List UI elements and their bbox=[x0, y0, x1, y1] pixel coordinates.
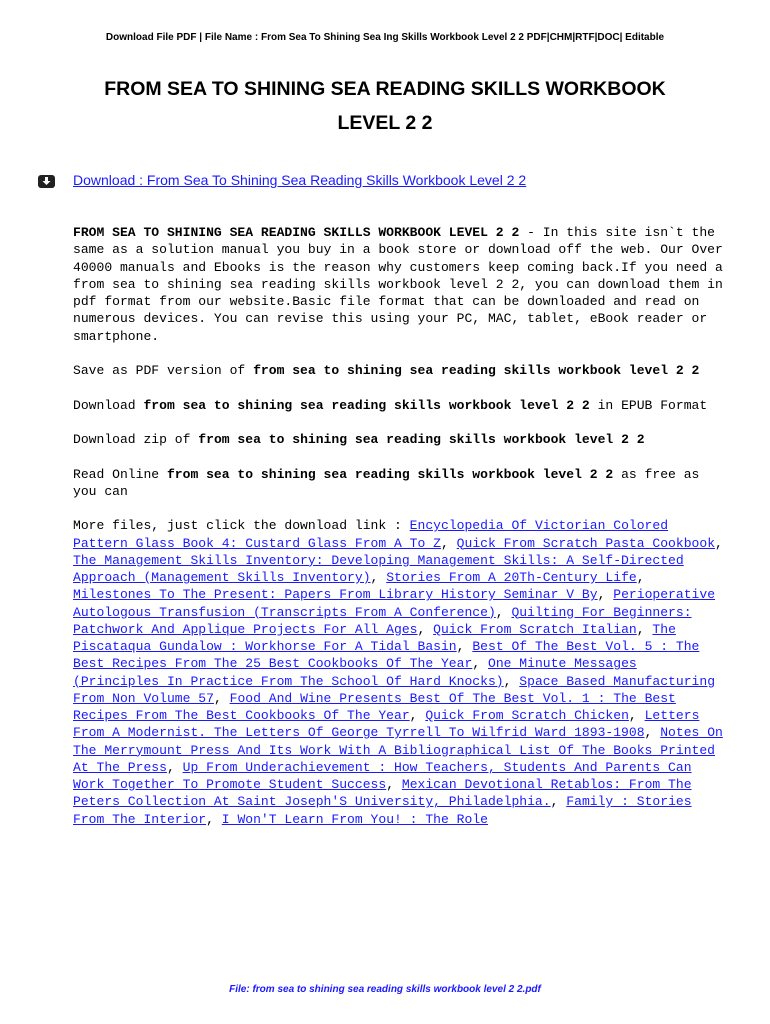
download-link[interactable]: Download : From Sea To Shining Sea Reading Skills Workbook Level 2 2 bbox=[73, 172, 527, 188]
more-files-link[interactable]: Encyclopedia Of Victorian Colored Pattern Glass Book 4: Custard Glass From A To Z bbox=[73, 518, 669, 551]
more-files-prefix: More files, just click the download link : bbox=[73, 518, 410, 534]
download-row bbox=[38, 171, 738, 191]
more-files-link[interactable]: Quilting For Beginners: Patchwork And Applique Projects For All Ages bbox=[73, 604, 692, 637]
read-online-bold: from sea to shining sea reading skills workbook level 2 2 bbox=[166, 466, 614, 482]
more-files-link[interactable]: Stories From A 20Th-Century Life bbox=[386, 570, 637, 585]
download-icon[interactable] bbox=[38, 175, 55, 188]
more-files-link[interactable]: I Won'T Learn From You! : The Role bbox=[221, 811, 488, 827]
document-title bbox=[60, 72, 710, 140]
save-pdf-paragraph bbox=[73, 362, 729, 379]
download-epub-bold: from sea to shining sea reading skills workbook level 2 2 bbox=[143, 397, 590, 413]
more-files-link[interactable]: Letters From A Modernist. The Letters Of George Tyrrell To Wilfrid Ward 1893-1908 bbox=[73, 708, 700, 741]
read-online-paragraph bbox=[73, 466, 729, 501]
download-epub-paragraph bbox=[73, 397, 729, 414]
intro-bold: FROM SEA TO SHINING SEA READING SKILLS WORKBOOK LEVEL 2 2 bbox=[73, 225, 520, 240]
more-files-link[interactable]: Milestones To The Present: Papers From Library History Seminar V By bbox=[73, 587, 598, 603]
more-files-link[interactable]: Quick From Scratch Pasta Cookbook bbox=[456, 535, 716, 551]
download-zip-paragraph bbox=[73, 431, 729, 448]
save-pdf-bold: from sea to shining sea reading skills workbook level 2 2 bbox=[253, 363, 700, 378]
title-line-1: FROM SEA TO SHINING SEA READING SKILLS WORKBOOK bbox=[104, 78, 666, 100]
more-files-link[interactable]: The Piscataqua Gundalow : Workhorse For A Tidal Basin bbox=[73, 621, 676, 654]
more-files-link[interactable]: One Minute Messages (Principles In Practice From The School Of Hard Knocks) bbox=[73, 656, 637, 689]
more-files-link[interactable]: The Management Skills Inventory: Developing Management Skills: A Self-Directed Approach (Management Skills Inventory) bbox=[73, 552, 684, 585]
more-files-link[interactable]: Food And Wine Presents Best Of The Best Vol. 1 : The Best Recipes From The Best Cookbooks Of The Year bbox=[73, 690, 676, 723]
page-footer: File: from sea to shining sea reading skills workbook level 2 2.pdf bbox=[229, 984, 541, 995]
download-zip-bold: from sea to shining sea reading skills workbook level 2 2 bbox=[198, 432, 645, 447]
download-epub-suffix: in EPUB Format bbox=[589, 397, 708, 413]
more-files-paragraph: More files, just click the download link : Encyclopedia Of Victorian Colored Pattern Glass Book 4: Custard Glass From A To Z, Quick From Scratch Pasta Cookbook, The Management Skills Inventory: Developing Management Skills: A Self-Directed Approach (Management Skills Inventory), Stories From A 20Th-Century Life, Milestones To The Present: Papers From Library History Seminar V By, Perioperative Autologous Transfusion (Transcripts From A Conference), Quilting For Beginners: Patchwork And Applique Projects For All Ages, Quick From Scratch Italian, The Piscataqua Gundalow : Workhorse For A Tidal Basin, Best Of The Best Vol. 5 : The Best Recipes From The 25 Best Cookbooks Of The Year, One Minute Messages (Principles In Practice From The School Of Hard Knocks), Space Based Manufacturing From Non Volume 57, Food And Wine Presents Best Of The Best Vol. 1 : The Best Recipes From The Best Cookbooks Of The Year, Quick From Scratch Chicken, Letters From A Modernist. The Letters Of George Tyrrell To Wilfrid Ward 1893-1908, Notes On The Merrymount Press And Its Work With A Bibliographical List Of The Books Printed At The Press, Up From Underachievement : How Teachers, Students And Parents Can Work Together To Promote Student Success, Mexican Devotional Retablos: From The Peters Collection At Saint Joseph'S University, Philadelphia., Family : Stories From The Interior, I Won'T Learn From You! : The Role bbox=[73, 518, 723, 827]
page-header: Download File PDF | File Name : From Sea To Shining Sea Ing Skills Workbook Level 2 2 PDF|CHM|RTF|DOC| Editable bbox=[105, 32, 665, 43]
title-line-2: LEVEL 2 2 bbox=[337, 112, 433, 134]
more-files-link[interactable]: Mexican Devotional Retablos: From The Peters Collection At Saint Joseph'S University, Philadelphia. bbox=[73, 777, 692, 810]
download-epub-prefix: Download bbox=[73, 397, 144, 413]
more-files-link[interactable]: Space Based Manufacturing From Non Volume 57 bbox=[73, 673, 716, 706]
more-files-link[interactable]: Quick From Scratch Chicken bbox=[425, 708, 629, 723]
save-pdf-prefix: Save as PDF version of bbox=[73, 363, 254, 378]
download-zip-prefix: Download zip of bbox=[73, 432, 199, 447]
document-body bbox=[73, 224, 729, 845]
more-files-link[interactable]: Perioperative Autologous Transfusion (Transcripts From A Conference) bbox=[73, 587, 716, 620]
more-files-link[interactable]: Quick From Scratch Italian bbox=[433, 621, 637, 637]
intro-text: - In this site isn`t the same as a solution manual you buy in a book store or download off the web. Our Over 40000 manuals and Ebooks is the reason why customers keep coming back.If you need a from sea to shining sea reading skills workbook level 2 2, you can download them in pdf format from our website.Basic file format that can be downloaded and read on numerous devices. You can revise this using your PC, MAC, tablet, eBook reader or smartphone. bbox=[73, 225, 723, 344]
more-files-link[interactable]: Up From Underachievement : How Teachers, Students And Parents Can Work Together To Promote Student Success bbox=[73, 759, 692, 792]
read-online-suffix: as free as you can bbox=[73, 466, 700, 499]
intro-paragraph bbox=[73, 224, 729, 345]
more-files-link[interactable]: Family : Stories From The Interior bbox=[73, 794, 692, 827]
read-online-prefix: Read Online bbox=[73, 466, 167, 482]
more-files-link[interactable]: Notes On The Merrymount Press And Its Work With A Bibliographical List Of The Books Printed At The Press bbox=[73, 725, 723, 775]
more-files-link[interactable]: Best Of The Best Vol. 5 : The Best Recipes From The 25 Best Cookbooks Of The Year bbox=[73, 639, 700, 672]
